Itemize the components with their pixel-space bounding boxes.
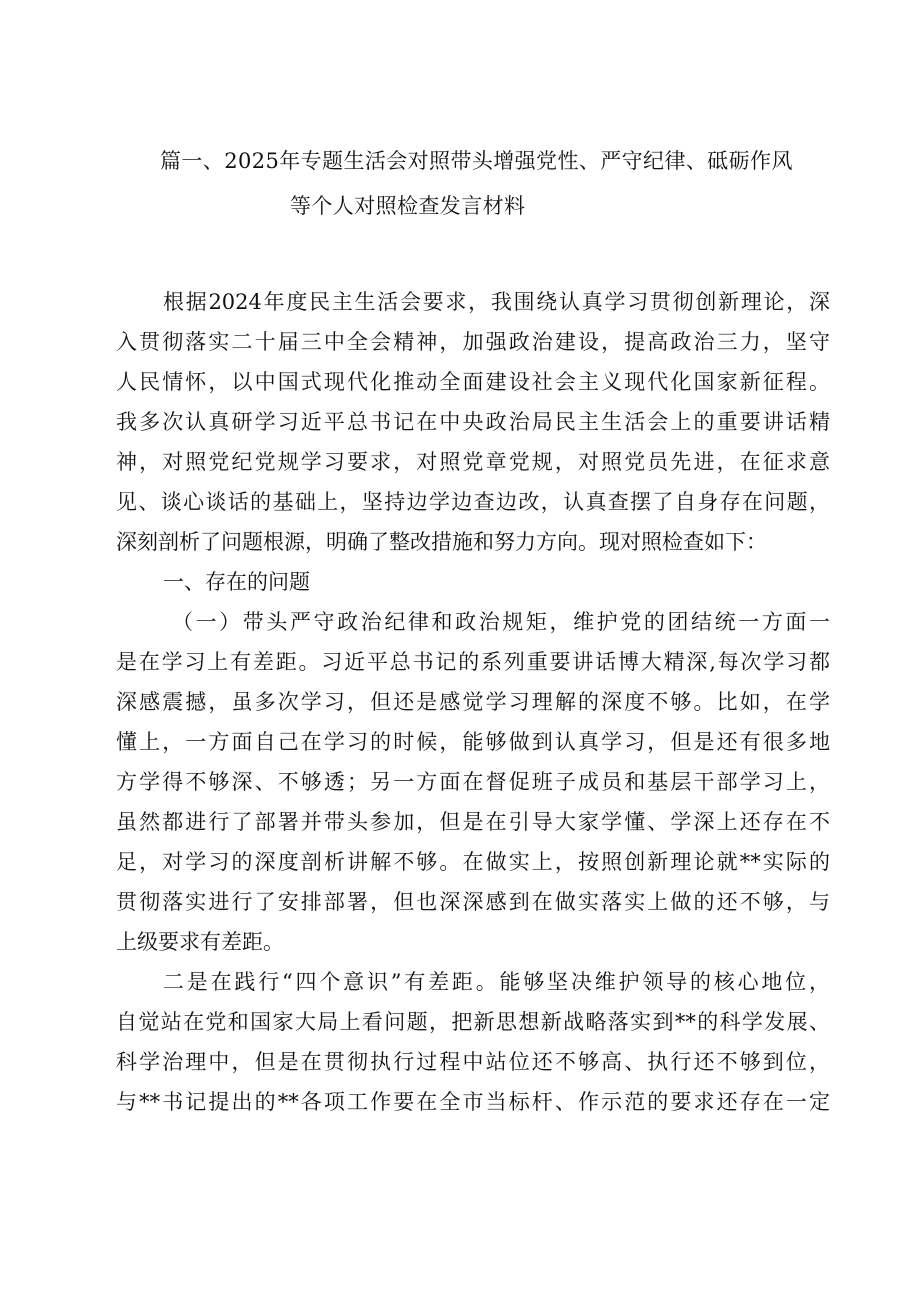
- body-line: 入贯彻落实二十届三中全会精神，加强政治建设，提高政治三力，坚守: [116, 330, 830, 354]
- body-line: 见、谈心谈话的基础上，坚持边学边查边改，认真查摆了自身存在问题，: [116, 490, 830, 514]
- body-line: 人民情怀，以中国式现代化推动全面建设社会主义现代化国家新征程。: [116, 370, 830, 394]
- body-line: 是在学习上有差距。习近平总书记的系列重要讲话博大精深,每次学习都: [116, 650, 830, 674]
- section-heading: 一、存在的问题: [163, 570, 310, 594]
- body-line: 神，对照党纪党规学习要求，对照党章党规，对照党员先进，在征求意: [116, 450, 830, 474]
- body-line: 科学治理中，但是在贯彻执行过程中站位还不够高、执行还不够到位，: [116, 1050, 830, 1074]
- body-line: 懂上，一方面自己在学习的时候，能够做到认真学习，但是还有很多地: [116, 730, 830, 754]
- body-line: 与**书记提出的**各项工作要在全市当标杆、作示范的要求还存在一定: [116, 1090, 830, 1114]
- body-line: 上级要求有差距。: [116, 930, 284, 954]
- body-line: 虽然都进行了部署并带头参加，但是在引导大家学懂、学深上还存在不: [116, 810, 830, 834]
- body-line: 自觉站在党和国家大局上看问题，把新思想新战略落实到**的科学发展、: [116, 1010, 830, 1034]
- body-line: 深感震撼，虽多次学习，但还是感觉学习理解的深度不够。比如，在学: [116, 690, 830, 714]
- body-line: 深刻剖析了问题根源，明确了整改措施和努力方向。现对照检查如下：: [116, 530, 767, 554]
- document-title-line-1: 篇一、2025年专题生活会对照带头增强党性、严守纪律、砥砺作风: [160, 149, 793, 173]
- document-title-line-2: 等个人对照检查发言材料: [290, 194, 526, 218]
- body-line: 我多次认真研学习近平总书记在中央政治局民主生活会上的重要讲话精: [116, 410, 830, 434]
- body-line: 贯彻落实进行了安排部署，但也深深感到在做实落实上做的还不够，与: [116, 890, 830, 914]
- body-line: 根据2024年度民主生活会要求，我围绕认真学习贯彻创新理论，深: [163, 290, 830, 314]
- body-line: 方学得不够深、不够透；另一方面在督促班子成员和基层干部学习上，: [116, 770, 830, 794]
- body-line: （一）带头严守政治纪律和政治规矩，维护党的团结统一方面一: [172, 610, 830, 634]
- body-line: 二是在践行“四个意识”有差距。能够坚决维护领导的核心地位，: [163, 970, 830, 994]
- body-line: 足，对学习的深度剖析讲解不够。在做实上，按照创新理论就**实际的: [116, 850, 830, 874]
